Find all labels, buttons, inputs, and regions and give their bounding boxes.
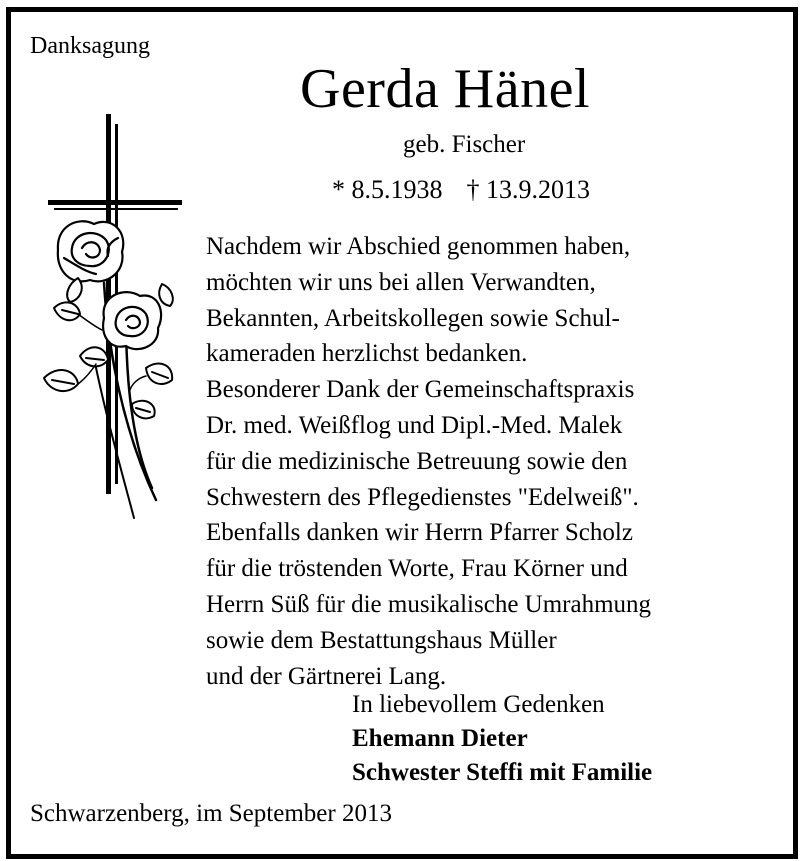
thank-you-text	[206, 229, 786, 694]
death-date: † 13.9.2013	[466, 175, 590, 204]
birth-date: * 8.5.1938	[332, 175, 443, 204]
text-line: für die medizinische Betreuung sowie den	[206, 447, 628, 475]
text-line: Bekannten, Arbeitskollegen sowie Schul-	[206, 304, 620, 332]
text-line: und der Gärtnerei Lang.	[206, 662, 447, 690]
life-dates	[332, 174, 590, 206]
closing-phrase: In liebevollem Gedenken	[352, 691, 605, 718]
location-date: Schwarzenberg, im September 2013	[30, 800, 392, 827]
maiden-name: geb. Fischer	[403, 131, 526, 158]
text-line: kameraden herzlichst bedanken.	[206, 340, 528, 368]
text-line: Schwestern des Pflegedienstes "Edelweiß".	[206, 483, 639, 511]
text-line: für die tröstenden Worte, Frau Körner und	[206, 555, 628, 583]
text-line: möchten wir uns bei allen Verwandten,	[206, 268, 596, 296]
cross-with-roses-icon	[34, 108, 194, 528]
text-line: sowie dem Bestattungshaus Müller	[206, 626, 557, 654]
text-line: Besonderer Dank der Gemeinschaftspraxis	[206, 376, 635, 404]
notice-heading: Danksagung	[30, 33, 150, 59]
deceased-name: Gerda Hänel	[300, 58, 591, 120]
text-line: Nachdem wir Abschied genommen haben,	[206, 233, 631, 260]
text-line: Dr. med. Weißflog und Dipl.-Med. Malek	[206, 411, 623, 439]
signatory-husband: Ehemann Dieter	[352, 725, 528, 752]
closing-block	[352, 688, 652, 790]
text-line: Ebenfalls danken wir Herrn Pfarrer Scholz	[206, 519, 633, 547]
signatory-sister: Schwester Steffi mit Familie	[352, 759, 653, 786]
text-line: Herrn Süß für die musikalische Umrahmung	[206, 590, 652, 618]
